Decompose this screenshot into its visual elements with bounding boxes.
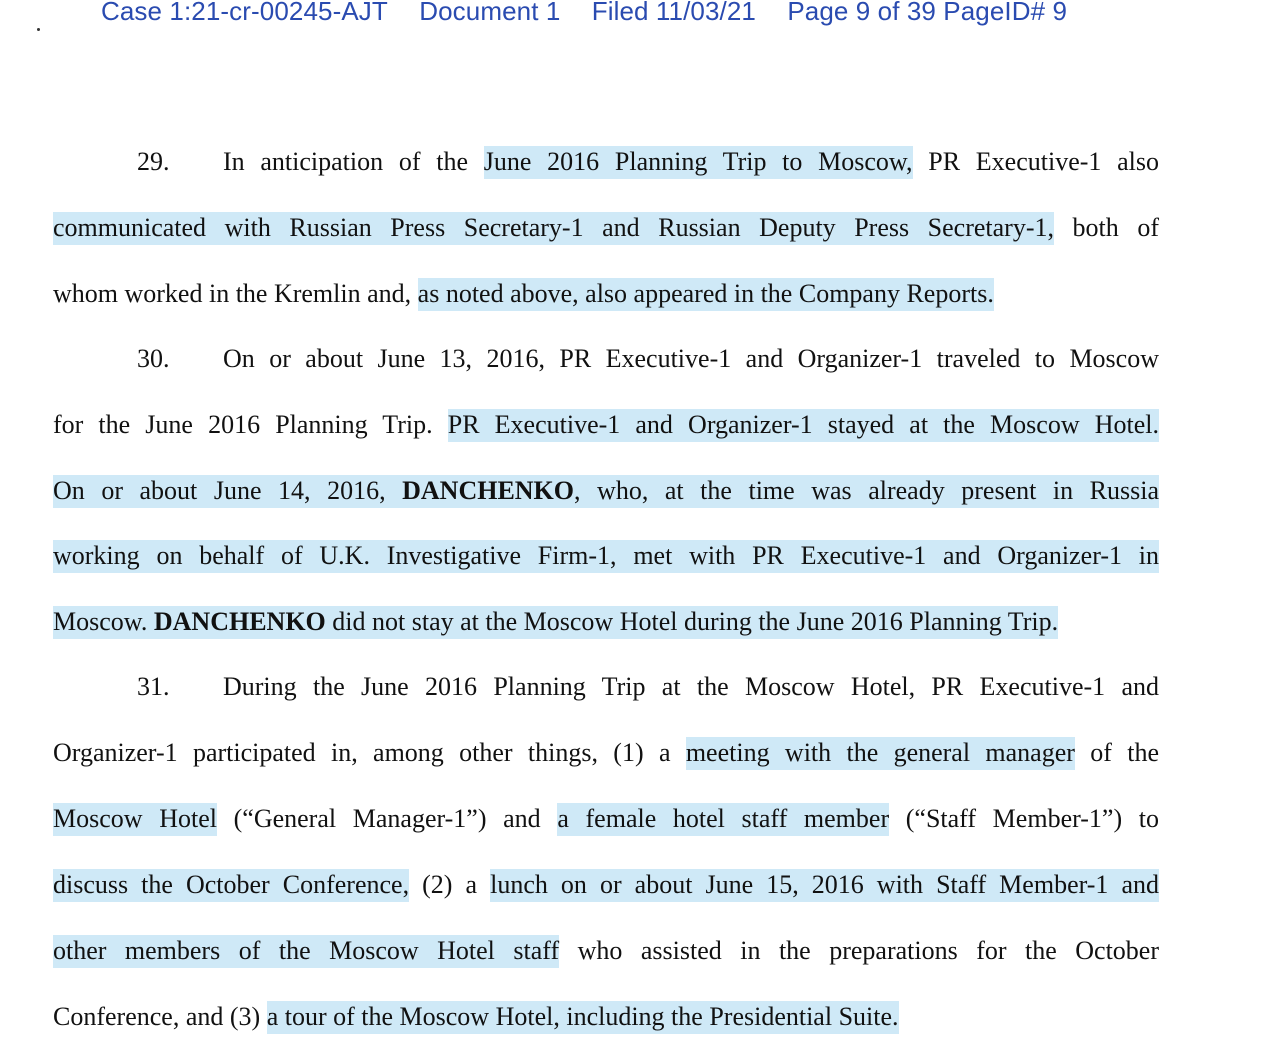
body-text: for the June 2016 Planning Trip. [53,410,448,439]
paragraph-number: 31. [137,672,170,701]
body-text: both of [1054,213,1159,242]
highlighted-text: as noted above, also appeared in the Company Reports. [418,278,994,311]
paragraph-29-line [53,146,1159,178]
body-text: In anticipation of the [223,147,484,176]
paragraph-31-line [53,869,1159,901]
paragraph-30-line [53,409,1159,441]
highlighted-text: Moscow. [53,606,154,639]
body-text: (“Staff Member-1”) to [889,804,1159,833]
scan-speck [37,28,40,31]
page-info: Page 9 of 39 PageID# 9 [787,0,1068,26]
highlighted-text: a tour of the Moscow Hotel, including the Presidential Suite. [267,1001,899,1034]
highlighted-text: working on behalf of U.K. Investigative Firm-1, met with PR Executive-1 and Organizer-1 in [53,540,1159,573]
document-number: Document 1 [419,0,561,26]
highlighted-text: a female hotel staff member [557,803,889,836]
paragraph-31-line [53,671,1159,703]
body-text: of the [1074,738,1159,767]
paragraph-29-line [53,278,1159,310]
paragraph-30-line [53,343,1159,375]
bold-name: DANCHENKO [402,475,574,508]
body-text: On or about June 13, 2016, PR Executive-1 and Organizer-1 traveled to Moscow [223,344,1159,373]
body-text: (“General Manager-1”) and [216,804,558,833]
highlighted-text: , who, at the time was already present in Russia [574,475,1159,508]
body-text: whom worked in the Kremlin and, [53,279,418,308]
highlighted-text: Moscow Hotel [53,803,217,836]
filed-date: Filed 11/03/21 [591,0,756,26]
paragraph-31-line [53,1001,1159,1033]
body-text: Organizer-1 participated in, among other things, (1) a [53,738,686,767]
paragraph-29-line [53,212,1159,244]
highlighted-text: communicated with Russian Press Secretary-1 and Russian Deputy Press Secretary-1, [53,212,1054,245]
body-text: During the June 2016 Planning Trip at the Moscow Hotel, PR Executive-1 and [223,672,1159,701]
highlighted-text: did not stay at the Moscow Hotel during the June 2016 Planning Trip. [326,606,1058,639]
highlighted-text: discuss the October Conference, [53,869,409,902]
body-text: (2) a [409,870,491,899]
paragraph-30-line [53,540,1159,572]
highlighted-text: June 2016 Planning Trip to Moscow, [484,146,913,179]
highlighted-text: PR Executive-1 and Organizer-1 stayed at the Moscow Hotel. [448,409,1159,442]
highlighted-text: meeting with the general manager [686,737,1075,770]
bold-name: DANCHENKO [154,606,326,639]
paragraph-31-line [53,737,1159,769]
highlighted-text: lunch on or about June 15, 2016 with Staff Member-1 and [490,869,1159,902]
highlighted-text: On or about June 14, 2016, [53,475,402,508]
body-text: Conference, and (3) [53,1002,267,1031]
paragraph-number: 29. [137,147,170,176]
body-text: PR Executive-1 also [912,147,1160,176]
highlighted-text: other members of the Moscow Hotel staff [53,935,559,968]
paragraph-number: 30. [137,344,170,373]
paragraph-31-line [53,935,1159,967]
court-filing-header [101,0,1091,27]
paragraph-31-line [53,803,1159,835]
paragraph-30-line [53,606,1159,638]
paragraph-30-line [53,475,1159,507]
case-number: Case 1:21-cr-00245-AJT [101,0,388,26]
body-text: who assisted in the preparations for the October [559,936,1159,965]
